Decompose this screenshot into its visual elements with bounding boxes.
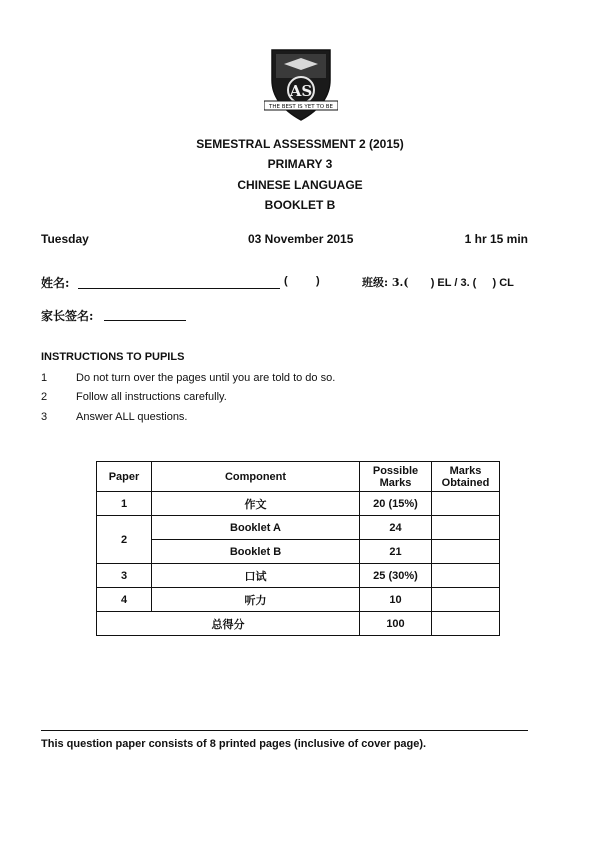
school-crest-icon <box>264 46 338 124</box>
marks-obtained-cell[interactable] <box>432 564 500 588</box>
table-row <box>97 588 500 612</box>
header-component: Component <box>152 462 360 492</box>
header-marks-obtained: Marks Obtained <box>432 462 500 492</box>
instruction-number: 2 <box>41 391 48 403</box>
possible-marks: 24 <box>360 516 432 540</box>
index-paren-close: ) <box>316 275 320 287</box>
footer-note: This question paper consists of 8 printed pages (inclusive of cover page). <box>41 738 427 750</box>
name-field[interactable] <box>78 276 280 289</box>
instruction-number: 3 <box>41 411 48 423</box>
component-name: 作文 <box>152 492 360 516</box>
table-row <box>97 540 500 564</box>
marks-obtained-cell[interactable] <box>432 516 500 540</box>
instruction-number: 1 <box>41 372 48 384</box>
paper-number: 2 <box>97 516 152 564</box>
assessment-title: SEMESTRAL ASSESSMENT 2 (2015) <box>196 137 404 151</box>
possible-marks: 10 <box>360 588 432 612</box>
marks-obtained-cell[interactable] <box>432 588 500 612</box>
marks-obtained-cell[interactable] <box>432 540 500 564</box>
total-possible-marks: 100 <box>360 612 432 636</box>
class-cl-label: ) CL <box>492 277 514 289</box>
parent-signature-label: 家长签名: <box>41 309 94 323</box>
paper-number: 1 <box>97 492 152 516</box>
level-title: PRIMARY 3 <box>267 157 333 171</box>
total-marks-obtained-cell[interactable] <box>432 612 500 636</box>
parent-signature-field[interactable] <box>104 309 186 321</box>
header-paper: Paper <box>97 462 152 492</box>
name-label: 姓名: <box>41 276 70 290</box>
index-paren-open: ( <box>284 275 288 287</box>
exam-date: 03 November 2015 <box>248 232 354 246</box>
table-row <box>97 564 500 588</box>
instruction-text: Do not turn over the pages until you are told to do so. <box>76 372 336 384</box>
component-name: 听力 <box>152 588 360 612</box>
marks-table <box>96 461 500 636</box>
table-header-row <box>97 462 500 492</box>
booklet-title: BOOKLET B <box>264 198 336 212</box>
possible-marks: 25 (30%) <box>360 564 432 588</box>
component-name: Booklet B <box>152 540 360 564</box>
marks-obtained-cell[interactable] <box>432 492 500 516</box>
exam-duration: 1 hr 15 min <box>464 232 528 246</box>
crest-initials: AS <box>289 82 313 100</box>
crest-motto: THE BEST IS YET TO BE <box>268 104 334 110</box>
component-name: 口试 <box>152 564 360 588</box>
paper-number: 4 <box>97 588 152 612</box>
instruction-text: Follow all instructions carefully. <box>76 391 227 403</box>
class-el-label: ) EL / 3. ( <box>430 277 477 289</box>
header-possible-marks: Possible Marks <box>360 462 432 492</box>
table-total-row <box>97 612 500 636</box>
paper-number: 3 <box>97 564 152 588</box>
possible-marks: 21 <box>360 540 432 564</box>
instruction-text: Answer ALL questions. <box>76 411 188 423</box>
class-label: 班级: 3.( <box>362 276 409 289</box>
instructions-heading: INSTRUCTIONS TO PUPILS <box>41 351 185 363</box>
possible-marks: 20 (15%) <box>360 492 432 516</box>
exam-day: Tuesday <box>41 232 89 246</box>
total-label: 总得分 <box>97 612 360 636</box>
component-name: Booklet A <box>152 516 360 540</box>
table-row <box>97 492 500 516</box>
table-row <box>97 516 500 540</box>
footer-divider <box>41 730 528 731</box>
subject-title: CHINESE LANGUAGE <box>237 178 363 192</box>
